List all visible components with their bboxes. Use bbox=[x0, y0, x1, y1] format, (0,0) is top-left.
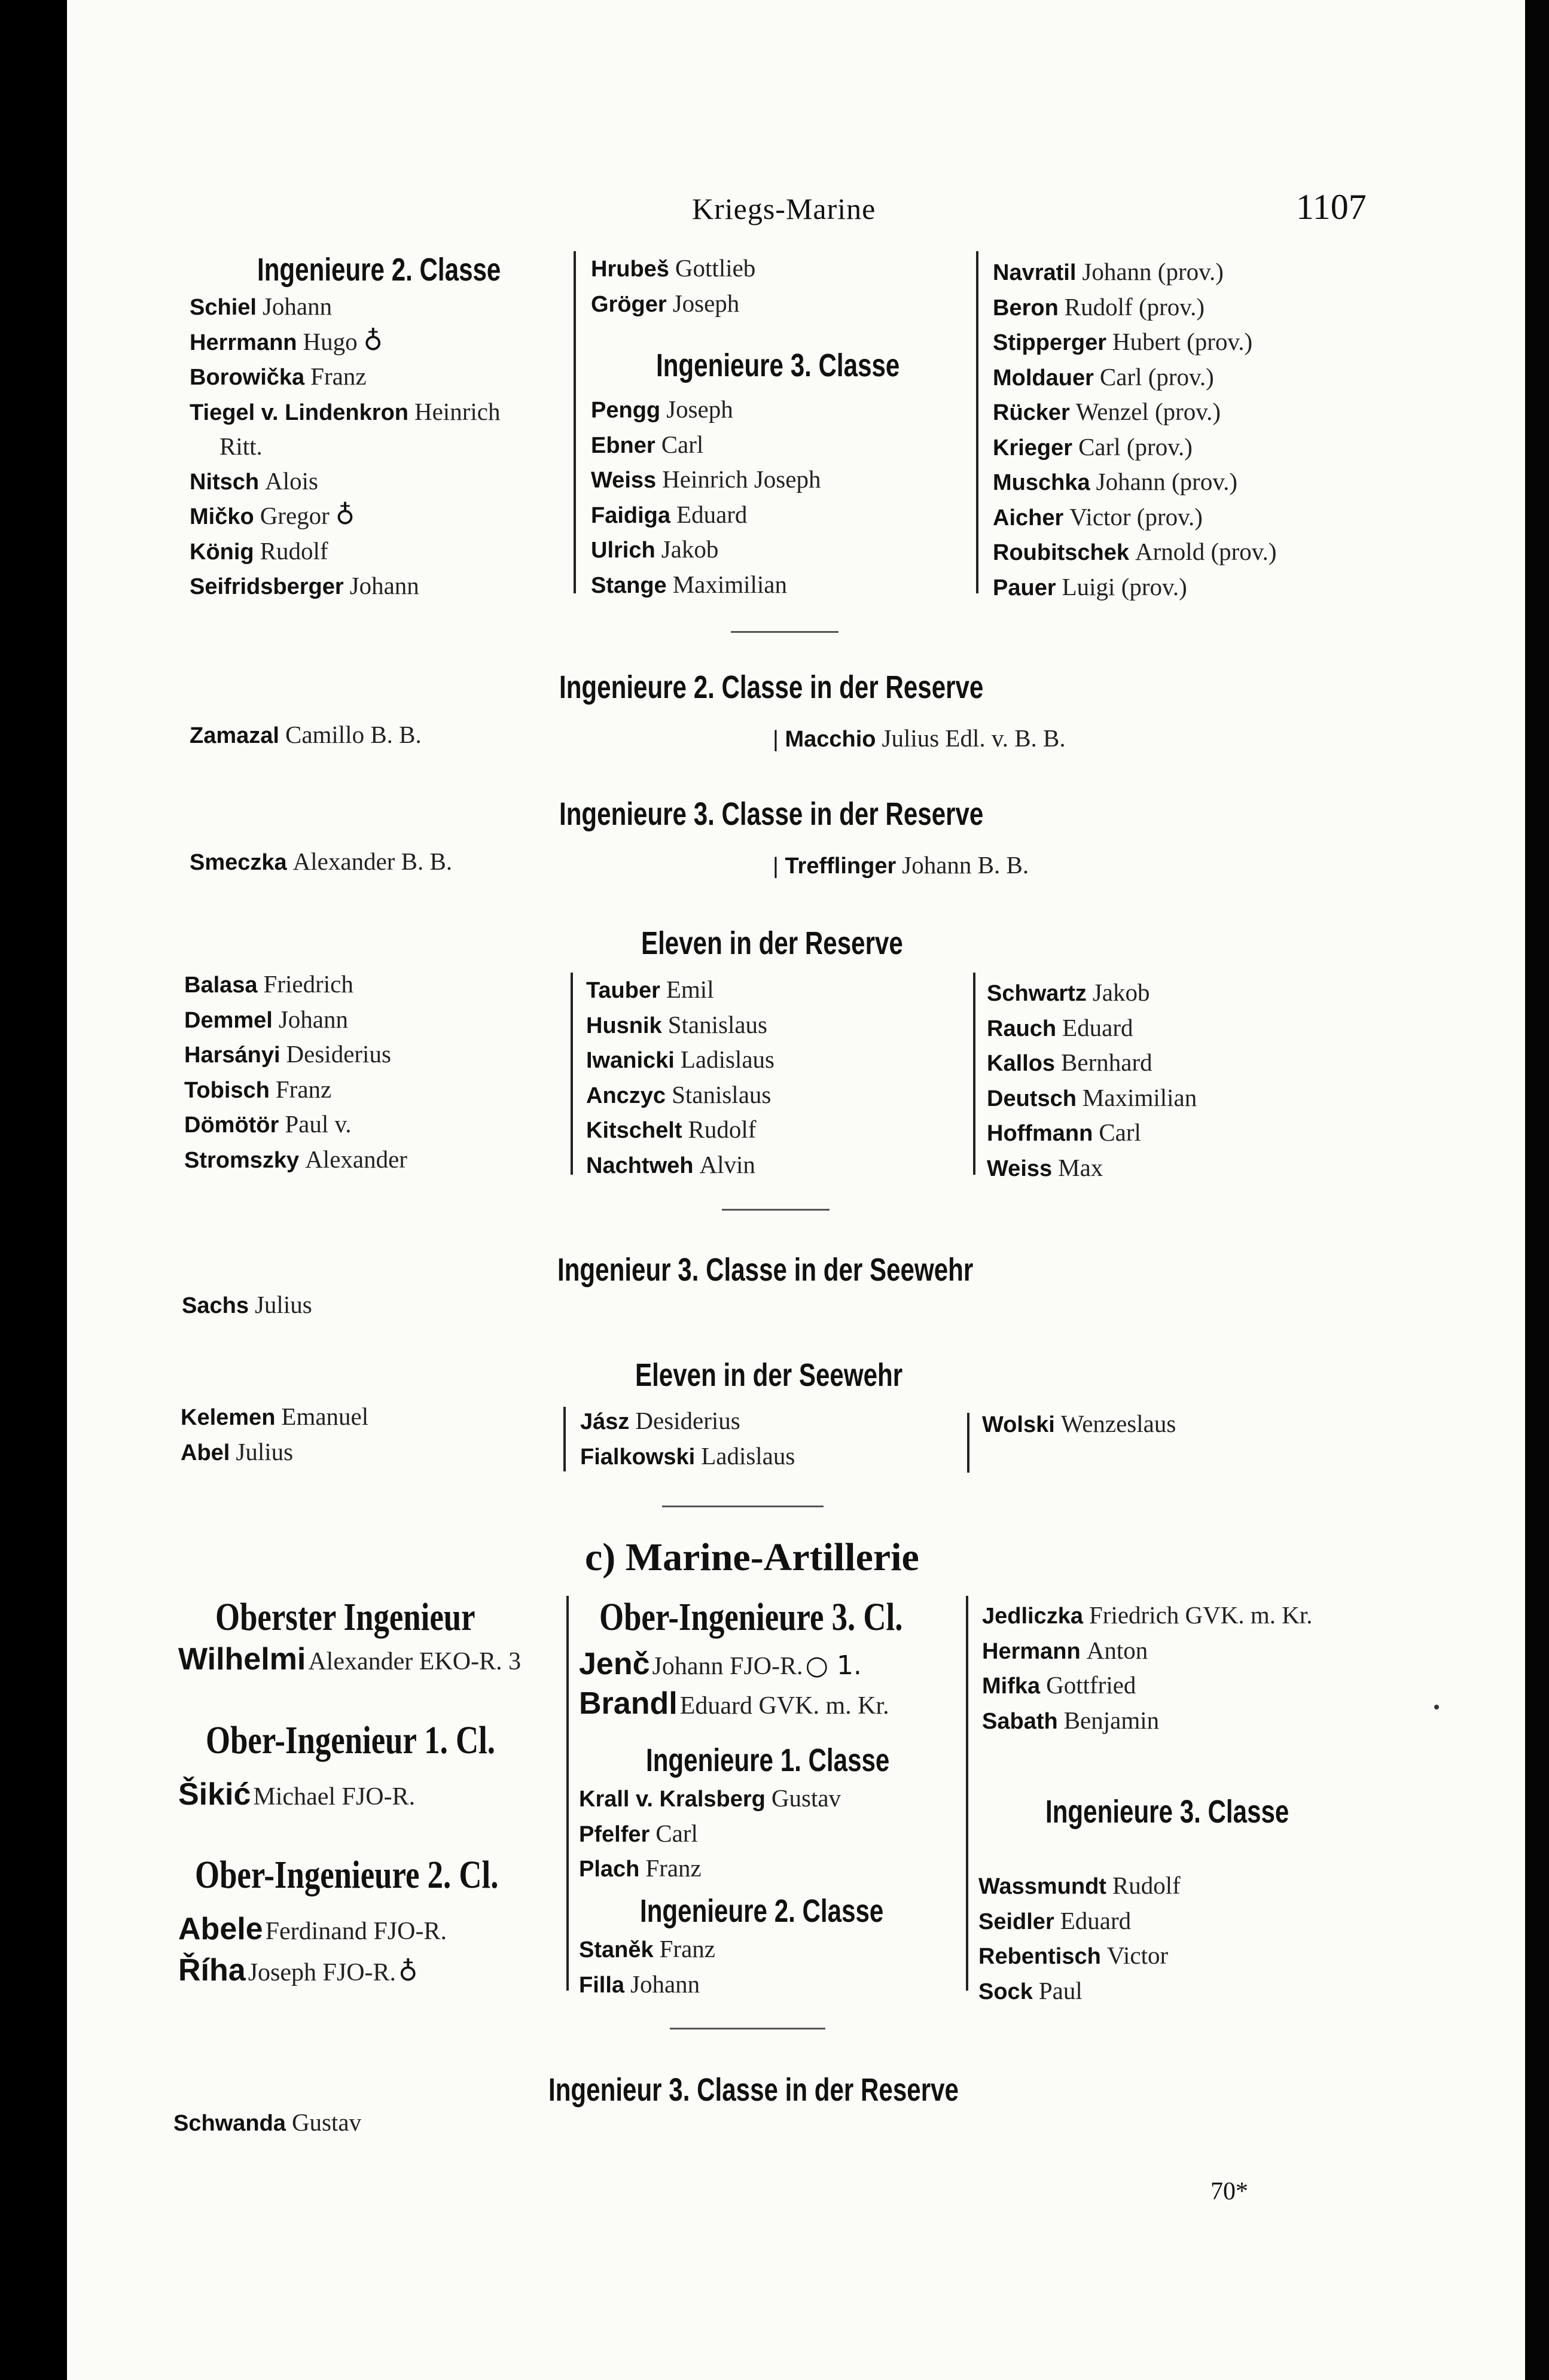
list-item: Fialkowski Ladislaus bbox=[580, 1442, 795, 1470]
heading-ingenieure-3-classe: Ingenieure 3. Classe bbox=[656, 348, 900, 383]
list-item: Hrubeš Gottlieb bbox=[591, 254, 756, 282]
list-item: Sock Paul bbox=[978, 1976, 1083, 2004]
list-item: Mifka Gottfried bbox=[982, 1671, 1136, 1699]
list-ing3-art bbox=[978, 1869, 1181, 2009]
heading-eleven-seewehr: Eleven in der Seewehr bbox=[635, 1357, 903, 1393]
heading-seewehr-3: Ingenieur 3. Classe in der Seewehr bbox=[557, 1252, 974, 1288]
list-item: Aicher Victor (prov.) bbox=[993, 502, 1203, 531]
list-item: Sachs Julius bbox=[182, 1291, 312, 1318]
list-item: Nitsch Alois bbox=[190, 467, 318, 495]
list-item: Kitschelt Rudolf bbox=[586, 1116, 757, 1143]
list-item: Husnik Stanislaus bbox=[586, 1010, 767, 1038]
list-item: Ritt. bbox=[219, 432, 263, 460]
list-ing2-art bbox=[579, 1932, 715, 2002]
list-item: Tauber Emil bbox=[586, 976, 714, 1003]
section-rule bbox=[662, 1506, 824, 1507]
list-item: | Trefflinger Johann B. B. bbox=[773, 851, 1029, 879]
order-circle-icon: ○ 1. bbox=[805, 1650, 862, 1681]
heading-ober-ingenieure-2: Ober-Ingenieure 2. Cl. bbox=[195, 1853, 499, 1897]
list-item: Pauer Luigi (prov.) bbox=[993, 572, 1187, 601]
list-item: Roubitschek Arnold (prov.) bbox=[993, 538, 1277, 565]
list-item: Jedliczka Friedrich GVK. m. Kr. bbox=[982, 1601, 1313, 1629]
section-rule bbox=[722, 1209, 830, 1211]
list-item: Hoffmann Carl bbox=[987, 1119, 1141, 1146]
speck bbox=[1434, 1705, 1439, 1709]
list-eleven-reserve-col1 bbox=[184, 967, 407, 1177]
heading-ingenieure-3-classe-art: Ingenieure 3. Classe bbox=[1045, 1794, 1289, 1830]
list-item: Navratil Johann (prov.) bbox=[993, 258, 1224, 285]
list-ing1-col3 bbox=[982, 1598, 1313, 1738]
decoration-icon: ♁ bbox=[398, 1957, 418, 1987]
list-ing3-col2 bbox=[591, 392, 821, 602]
running-head: Kriegs-Marine bbox=[692, 192, 876, 225]
column-divider bbox=[574, 251, 576, 593]
list-item: Zamazal Camillo B. B. bbox=[190, 721, 422, 748]
list-item: Abel Julius bbox=[181, 1437, 294, 1465]
heading-ingenieure-1-classe: Ingenieure 1. Classe bbox=[646, 1742, 890, 1778]
list-item: Brandl Eduard GVK. m. Kr. bbox=[579, 1686, 889, 1721]
list-item: Kallos Bernhard bbox=[987, 1049, 1152, 1076]
list-item: Rücker Wenzel (prov.) bbox=[993, 398, 1221, 425]
list-item: | Macchio Julius Edl. v. B. B. bbox=[773, 724, 1066, 752]
section-rule bbox=[731, 631, 838, 633]
list-ing3-col3 bbox=[993, 255, 1277, 605]
list-item: Jász Desiderius bbox=[580, 1407, 740, 1434]
signature-mark: 70* bbox=[1210, 2178, 1248, 2205]
heading-eleven-reserve: Eleven in der Reserve bbox=[641, 925, 903, 961]
decoration-icon: ♁ bbox=[335, 500, 355, 531]
list-eleven-seewehr-col3 bbox=[982, 1407, 1176, 1442]
section-rule bbox=[670, 2028, 825, 2029]
list-item: Seidler Eduard bbox=[978, 1906, 1132, 1934]
heading-ober-ingenieur-1: Ober-Ingenieur 1. Cl. bbox=[206, 1718, 495, 1762]
column-divider bbox=[571, 973, 573, 1175]
heading-reserve-3: Ingenieure 3. Classe in der Reserve bbox=[559, 796, 984, 832]
list-item: Plach Franz bbox=[579, 1854, 702, 1882]
list-item: Hermann Anton bbox=[982, 1636, 1148, 1664]
list-item: Wilhelmi Alexander EKO-R. 3 bbox=[178, 1642, 522, 1677]
column-divider bbox=[563, 1407, 566, 1471]
list-item: Stromszky Alexander bbox=[184, 1145, 407, 1173]
list-item: Anczyc Stanislaus bbox=[586, 1080, 772, 1108]
list-item: Schwanda Gustav bbox=[173, 2108, 362, 2136]
heading-reserve-art: Ingenieur 3. Classe in der Reserve bbox=[548, 2072, 959, 2108]
list-item: Staněk Franz bbox=[579, 1935, 715, 1962]
heading-ingenieure-2-classe: Ingenieure 2. Classe bbox=[257, 252, 501, 288]
list-item: Sabath Benjamin bbox=[982, 1706, 1160, 1734]
list-eleven-reserve-col3 bbox=[987, 976, 1197, 1186]
list-item: Balasa Friedrich bbox=[184, 970, 353, 998]
list-item: Faidiga Eduard bbox=[591, 500, 748, 528]
list-eleven-seewehr-col2 bbox=[580, 1404, 795, 1474]
list-eleven-seewehr-col1 bbox=[181, 1400, 368, 1470]
page bbox=[67, 0, 1525, 2380]
list-item: Šikić Michael FJO-R. bbox=[178, 1777, 416, 1812]
list-item: Ulrich Jakob bbox=[591, 535, 719, 563]
list-item: Wolski Wenzeslaus bbox=[982, 1410, 1176, 1437]
list-item: Nachtweh Alvin bbox=[586, 1150, 755, 1178]
scan-edge bbox=[1525, 0, 1549, 2380]
list-item: Schwartz Jakob bbox=[987, 979, 1150, 1006]
list-item: Pengg Joseph bbox=[591, 395, 733, 423]
list-item: Krieger Carl (prov.) bbox=[993, 432, 1193, 461]
heading-ingenieure-2-classe-art: Ingenieure 2. Classe bbox=[640, 1893, 884, 1929]
decoration-icon: ♁ bbox=[363, 325, 383, 356]
list-item: Smeczka Alexander B. B. bbox=[190, 848, 453, 875]
list-item: Seifridsberger Johann bbox=[190, 572, 419, 599]
heading-oberster-ingenieur: Oberster Ingenieur bbox=[215, 1595, 475, 1639]
list-item: Tobisch Franz bbox=[184, 1075, 332, 1103]
list-item: Filla Johann bbox=[579, 1970, 700, 1998]
list-item: Deutsch Maximilian bbox=[987, 1083, 1197, 1111]
list-item: Schiel Johann bbox=[190, 292, 333, 320]
list-item: Rebentisch Victor bbox=[978, 1942, 1169, 1969]
list-item: Ebner Carl bbox=[591, 430, 704, 458]
column-divider bbox=[973, 973, 975, 1175]
list-item: Wassmundt Rudolf bbox=[978, 1872, 1181, 1899]
list-item: Beron Rudolf (prov.) bbox=[993, 292, 1205, 321]
column-divider bbox=[976, 251, 978, 593]
heading-reserve-2: Ingenieure 2. Classe in der Reserve bbox=[559, 669, 984, 705]
column-divider bbox=[967, 1413, 969, 1473]
list-item: Tiegel v. Lindenkron Heinrich bbox=[190, 397, 501, 425]
column-divider bbox=[566, 1596, 569, 1991]
list-item: Mičko Gregor ♁ bbox=[190, 500, 355, 531]
list-item: Herrmann Hugo ♁ bbox=[190, 325, 383, 356]
list-item: Harsányi Desiderius bbox=[184, 1040, 391, 1068]
list-item: Abele Ferdinand FJO-R. bbox=[178, 1912, 447, 1946]
list-item: Muschka Johann (prov.) bbox=[993, 468, 1238, 495]
list-item: König Rudolf bbox=[190, 537, 328, 565]
list-item: Říha Joseph FJO-R. ♁ bbox=[178, 1953, 418, 1988]
list-ing2-col2 bbox=[591, 251, 755, 321]
list-item: Gröger Joseph bbox=[591, 289, 740, 317]
list-item: Borowička Franz bbox=[190, 362, 367, 390]
list-item: Kelemen Emanuel bbox=[181, 1403, 369, 1430]
list-item: Weiss Max bbox=[987, 1153, 1103, 1181]
list-item: Jenč Johann FJO-R. ○ 1. bbox=[579, 1647, 862, 1681]
list-ing1 bbox=[579, 1781, 841, 1887]
section-title-marine-artillerie: c) Marine-Artillerie bbox=[585, 1535, 919, 1579]
list-item: Stange Maximilian bbox=[591, 570, 788, 598]
list-item: Iwanicki Ladislaus bbox=[586, 1046, 774, 1073]
list-item: Demmel Johann bbox=[184, 1005, 348, 1033]
list-item: Pfelfer Carl bbox=[579, 1819, 698, 1847]
list-item: Stipperger Hubert (prov.) bbox=[993, 328, 1253, 355]
list-item: Weiss Heinrich Joseph bbox=[591, 465, 821, 493]
page-number: 1107 bbox=[1296, 187, 1367, 227]
list-item: Rauch Eduard bbox=[987, 1013, 1133, 1041]
list-eleven-reserve-col2 bbox=[586, 973, 774, 1183]
list-item: Moldauer Carl (prov.) bbox=[993, 362, 1214, 391]
list-ing2-col1 bbox=[190, 289, 500, 604]
list-item: Krall v. Kralsberg Gustav bbox=[579, 1784, 841, 1812]
list-item: Dömötör Paul v. bbox=[184, 1110, 352, 1138]
heading-ober-ingenieure-3: Ober-Ingenieure 3. Cl. bbox=[599, 1595, 903, 1639]
column-divider bbox=[966, 1596, 968, 1991]
